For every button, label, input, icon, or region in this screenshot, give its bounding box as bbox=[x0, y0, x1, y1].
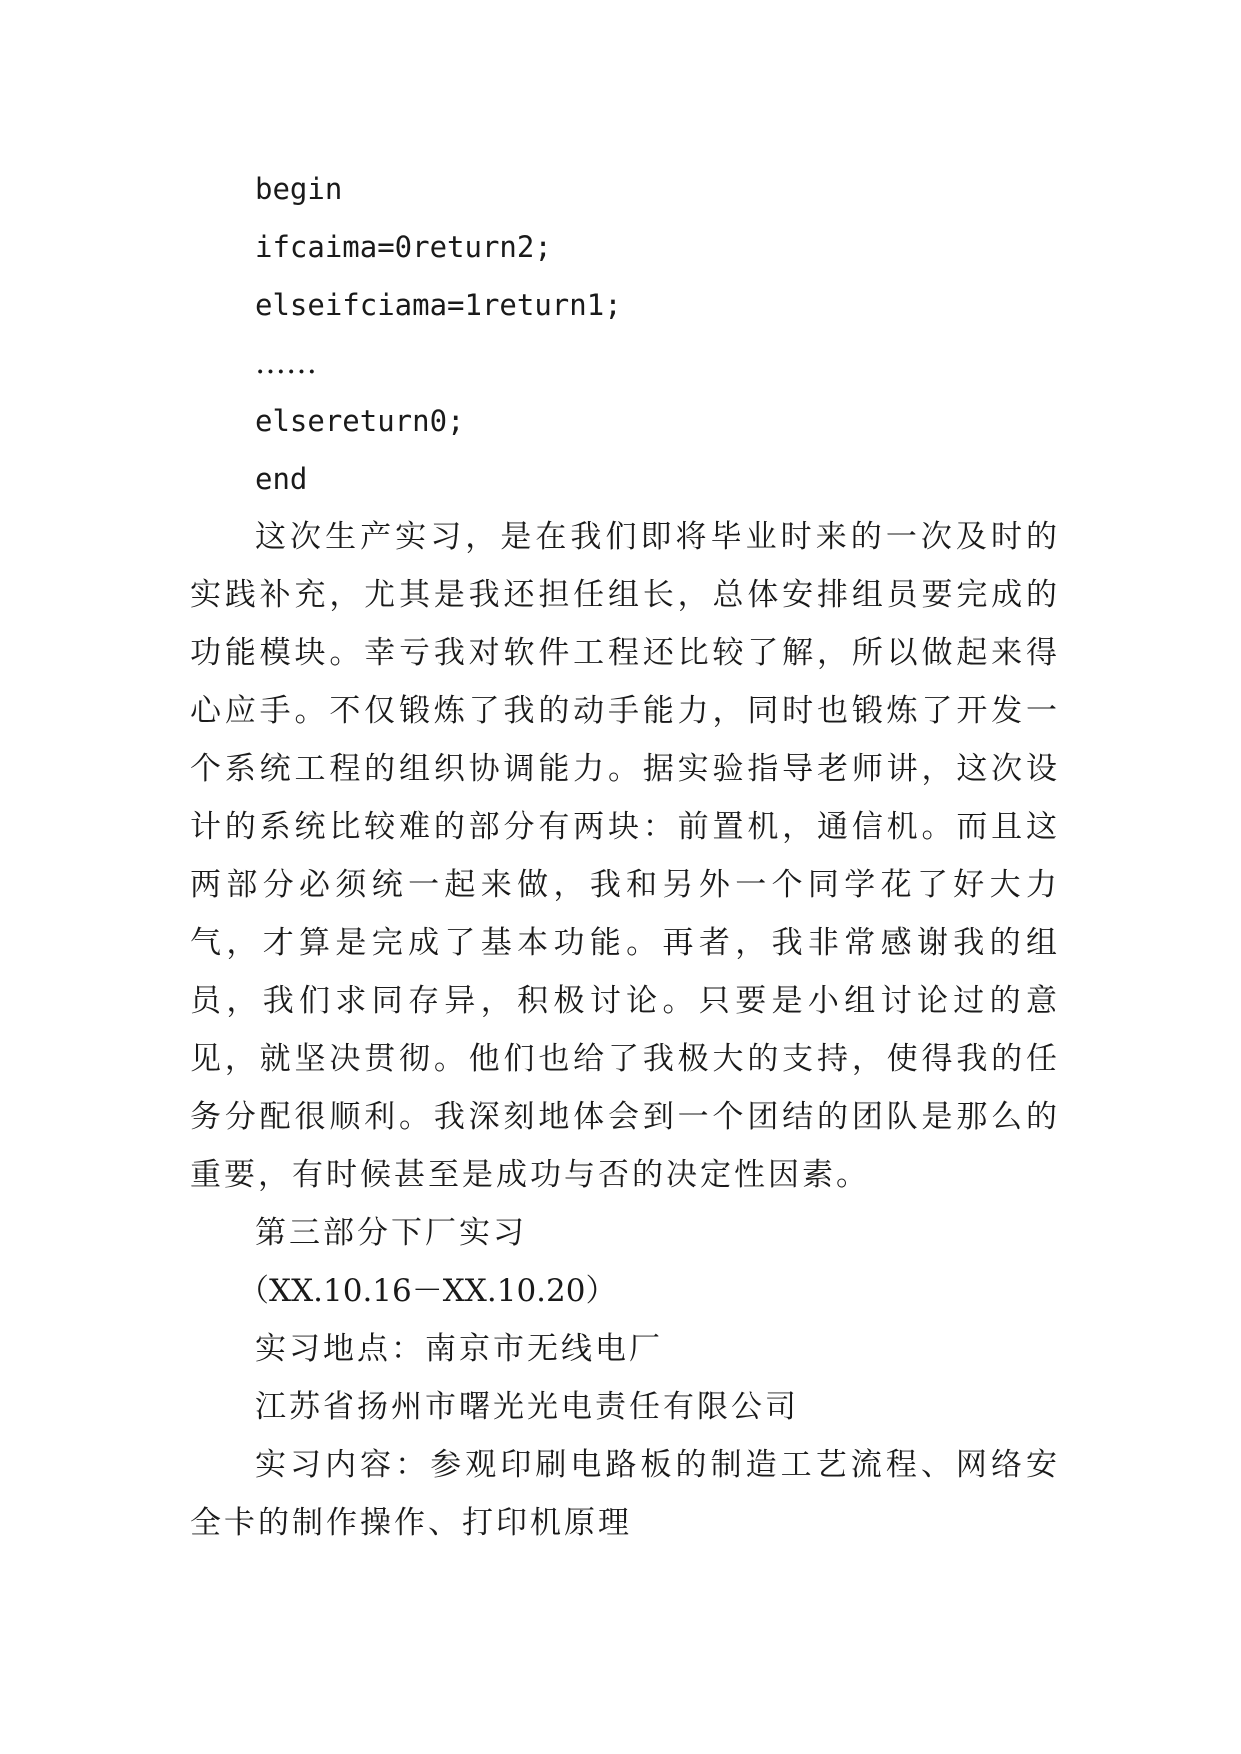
summary-paragraph: 这次生产实习，是在我们即将毕业时来的一次及时的实践补充，尤其是我还担任组长，总体安排组员要完成的功能模块。幸亏我对软件工程还比较了解，所以做起来得心应手。不仅锻炼了我的动手能力，同时也锻炼了开发一个系统工程的组织协调能力。据实验指导老师讲，这次设计的系统比较难的部分有两块：前置机，通信机。而且这两部分必须统一起来做，我和另外一个同学花了好大力气，才算是完成了基本功能。再者，我非常感谢我的组员，我们求同存异，积极讨论。只要是小组讨论过的意见，就坚决贯彻。他们也给了我极大的支持，使得我的任务分配很顺利。我深刻地体会到一个团结的团队是那么的重要，有时候甚至是成功与否的决定性因素。 bbox=[190, 519, 1060, 1193]
code-ellipsis: …… bbox=[255, 345, 317, 381]
section-dates: （XX.10.16－XX.10.20） bbox=[238, 1273, 617, 1309]
internship-content: 实习内容：参观印刷电路板的制造工艺流程、网络安全卡的制作操作、打印机原理 bbox=[190, 1447, 1060, 1541]
company-name: 江苏省扬州市曙光光电责任有限公司 bbox=[255, 1389, 799, 1425]
code-if-line: ifcaima=0return2; bbox=[255, 230, 552, 264]
code-begin: begin bbox=[255, 172, 343, 206]
code-end: end bbox=[255, 462, 308, 496]
section-title: 第三部分下厂实习 bbox=[255, 1215, 527, 1251]
code-elseif-line: elseifciama=1return1; bbox=[255, 288, 622, 322]
internship-location: 实习地点：南京市无线电厂 bbox=[255, 1331, 663, 1367]
document-body bbox=[190, 160, 1060, 1552]
code-else-line: elsereturn0; bbox=[255, 404, 465, 438]
